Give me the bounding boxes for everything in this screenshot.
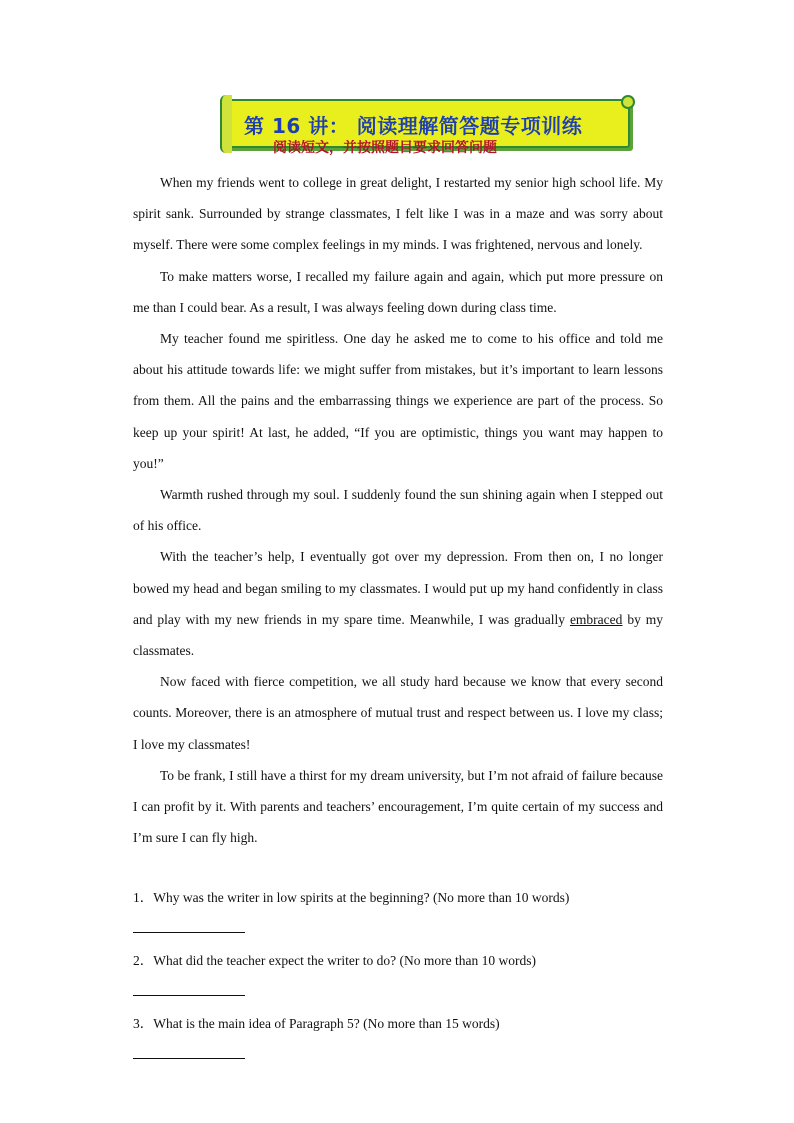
paragraph-5: With the teacher’s help, I eventually got over my depression. From then on, I no longer bowed my head and began smiling to my classmates. I would put up my hand confidently in class and play with my new friends in my spare time. Meanwhile, I was gradually embraced by my classmates. [133, 549, 663, 659]
instruction-text: 阅读短文，并按照题目要求回答问题 [273, 140, 497, 156]
answer-blank-3[interactable] [133, 1058, 245, 1059]
paragraph-3: My teacher found me spiritless. One day he asked me to come to his office and told me about his attitude towards life: we might suffer from mistakes, but it’s important to learn lessons from them. All the pains and the embarrassing things we experience are part of the process. So keep up your spirit! At last, he added, “If you are optimistic, things you want may happen to you!” [133, 331, 663, 471]
paragraph-4: Warmth rushed through my soul. I suddenly found the sun shining again when I stepped out of his office. [133, 487, 663, 534]
underlined-word: embraced [569, 611, 623, 627]
question-2: 2．What did the teacher expect the writer to do? (No more than 10 words) [133, 953, 536, 968]
question-1: 1．Why was the writer in low spirits at the beginning? (No more than 10 words) [133, 890, 570, 905]
answer-blank-2[interactable] [133, 995, 245, 996]
paragraph-6: Now faced with fierce competition, we all study hard because we know that every second counts. Moreover, there is an atmosphere of mutual trust and respect between us. I love my class; I love my classmates! [133, 674, 663, 752]
answer-blank-1[interactable] [133, 932, 245, 933]
paragraph-7: To be frank, I still have a thirst for my dream university, but I’m not afraid of failure because I can profit by it. With parents and teachers’ encouragement, I’m quite certain of my success and I’m sure I can fly high. [133, 767, 663, 846]
scroll-curl-right [621, 95, 635, 109]
paragraph-2: To make matters worse, I recalled my failure again and again, which put more pressure on me than I could bear. As a result, I was always feeling down during class time. [133, 268, 663, 315]
paragraph-1: When my friends went to college in great delight, I restarted my senior high school life. My spirit sank. Surrounded by strange classmates, I felt like I was in a maze and was sorry about myself. There were some complex feelings in my minds. I was frightened, nervous and lonely. [133, 175, 663, 253]
reading-passage [133, 167, 663, 853]
lesson-title: 第 16 讲： 阅读理解简答题专项训练 [244, 114, 583, 138]
scroll-curl-left [220, 95, 232, 153]
question-list [133, 882, 673, 1071]
question-3: 3．What is the main idea of Paragraph 5? (No more than 15 words) [133, 1016, 500, 1031]
